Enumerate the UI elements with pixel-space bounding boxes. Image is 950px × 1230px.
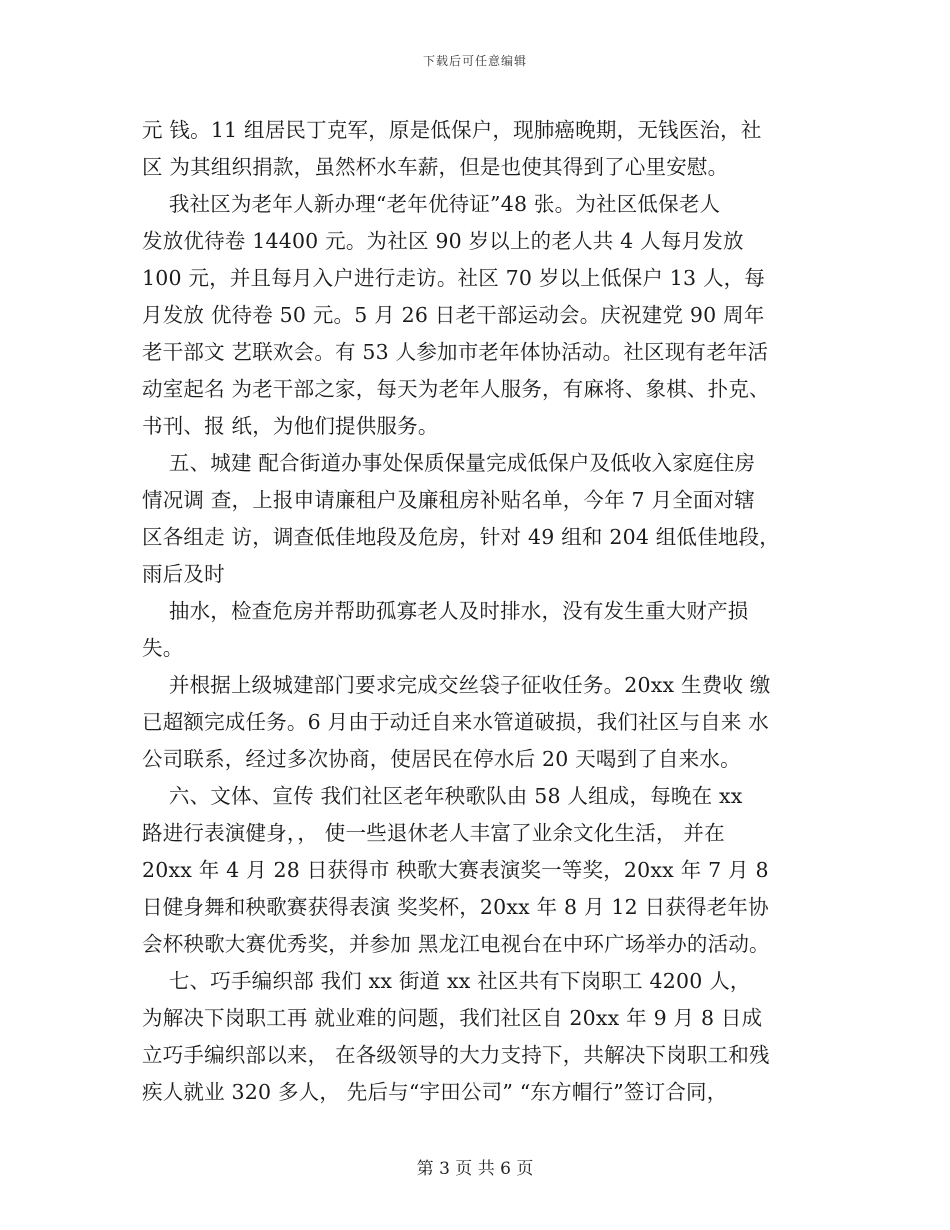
text-line: 我社区为老年人新办理“老年优待证”48 张。为社区低保老人 (142, 192, 721, 216)
text-line: 区各组走 访，调查低佳地段及危房，针对 49 组和 204 组低佳地段， (142, 525, 780, 549)
text-line: 失。 (142, 636, 184, 660)
text-line: 动室起名 为老干部之家，每天为老年人服务，有麻将、象棋、扑克、 (142, 377, 770, 401)
text-line: 已超额完成任务。6 月由于动迁自来水管道破损，我们社区与自来 水 (142, 710, 769, 734)
text-line: 书刊、报 纸，为他们提供服务。 (142, 414, 439, 438)
text-line: 老干部文 艺联欢会。有 53 人参加市老年体协活动。社区现有老年活 (142, 340, 769, 364)
text-line: 疾人就业 320 多人， 先后与“宇田公司” “东方帽行”签订合同， (142, 1080, 728, 1104)
text-line: 区 为其组织捐款，虽然杯水车薪，但是也使其得到了心里安慰。 (142, 155, 729, 179)
page-header: 下载后可任意编辑 (422, 54, 527, 68)
text-line: 20xx 年 4 月 28 日获得市 秧歌大赛表演奖一等奖，20xx 年 7 月 8 (142, 858, 769, 882)
text-line: 为解决下岗职工再 就业难的问题，我们社区自 20xx 年 9 月 8 日成 (142, 1006, 763, 1030)
text-line: 并根据上级城建部门要求完成交丝袋子征收任务。20xx 生费收 缴 (142, 673, 771, 697)
text-line: 情况调 查，上报申请廉租户及廉租房补贴名单，今年 7 月全面对辖 (142, 488, 755, 512)
text-line: 抽水，检查危房并帮助孤寡老人及时排水，没有发生重大财产损 (142, 599, 749, 623)
text-line: 会杯秧歌大赛优秀奖，并参加 黑龙江电视台在中环广场举办的活动。 (142, 932, 770, 956)
text-line: 五、城建 配合街道办事处保质保量完成低保户及低收入家庭住房 (142, 451, 756, 475)
text-line: 雨后及时 (142, 562, 225, 586)
text-line: 100 元，并且每月入户进行走访。社区 70 岁以上低保户 13 人，每 (142, 266, 766, 290)
text-line: 元 钱。11 组居民丁克军，原是低保户，现肺癌晚期，无钱医治，社 (142, 118, 762, 142)
page-number-footer: 第 3 页 共 6 页 (416, 1159, 534, 1179)
text-line: 路进行表演健身，， 使一些退休老人丰富了业余文化生活， 并在 (142, 821, 725, 845)
text-line: 立巧手编织部以来， 在各级领导的大力支持下，共解决下岗职工和残 (142, 1043, 770, 1067)
text-line: 六、文体、宣传 我们社区老年秧歌队由 58 人组成，每晚在 xx (142, 784, 743, 808)
text-line: 发放优待卷 14400 元。为社区 90 岁以上的老人共 4 人每月发放 (142, 229, 744, 253)
document-body (142, 112, 812, 1111)
text-line: 日健身舞和秧歌赛获得表演 奖奖杯，20xx 年 8 月 12 日获得老年协 (142, 895, 769, 919)
text-line: 公司联系，经过多次协商，使居民在停水后 20 天喝到了自来水。 (142, 747, 741, 771)
text-line: 月发放 优待卷 50 元。5 月 26 日老干部运动会。庆祝建党 90 周年 (142, 303, 765, 327)
text-line: 七、巧手编织部 我们 xx 街道 xx 社区共有下岗职工 4200 人， (142, 969, 751, 993)
